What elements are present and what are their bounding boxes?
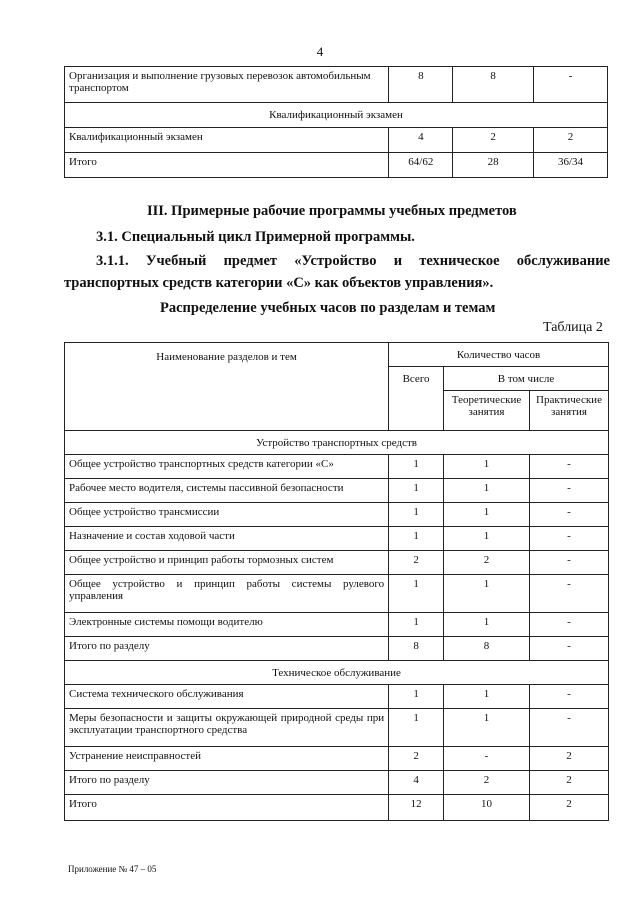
- row-total: 1: [389, 527, 444, 551]
- distribution-heading: Распределение учебных часов по разделам и темам: [160, 300, 496, 316]
- row-total: 1: [389, 503, 444, 527]
- table-row: [65, 613, 609, 637]
- table-row: [65, 747, 609, 771]
- row-total: 8: [389, 67, 453, 103]
- row-name: Назначение и состав ходовой части: [65, 527, 389, 551]
- row-total: 1: [389, 455, 444, 479]
- table-row: [65, 455, 609, 479]
- row-practice: -: [530, 685, 609, 709]
- hours-distribution-table: [64, 342, 609, 821]
- row-total: 12: [389, 795, 444, 821]
- row-practice: -: [530, 637, 609, 661]
- row-practice: -: [530, 613, 609, 637]
- row-total: 1: [389, 709, 444, 747]
- row-practice: -: [530, 709, 609, 747]
- section-title: Устройство транспортных средств: [65, 431, 609, 455]
- table-row: [65, 685, 609, 709]
- row-theory: 8: [453, 67, 534, 103]
- row-theory: 1: [444, 575, 530, 613]
- section-row: [65, 661, 609, 685]
- row-total: 1: [389, 575, 444, 613]
- table-row: [65, 551, 609, 575]
- row-name: Общее устройство трансмиссии: [65, 503, 389, 527]
- row-practice: 2: [530, 747, 609, 771]
- row-name: Итого по разделу: [65, 637, 389, 661]
- row-theory: 1: [444, 527, 530, 551]
- row-practice: 36/34: [534, 153, 608, 178]
- row-practice: -: [530, 527, 609, 551]
- row-name: Итого: [65, 795, 389, 821]
- row-practice: 2: [534, 128, 608, 153]
- row-theory: 1: [444, 455, 530, 479]
- row-practice: -: [530, 575, 609, 613]
- row-practice: 2: [530, 771, 609, 795]
- row-theory: -: [444, 747, 530, 771]
- row-name: Общее устройство и принцип работы системы рулевого управления: [65, 575, 389, 613]
- row-total: 64/62: [389, 153, 453, 178]
- table-row: [65, 153, 608, 178]
- table-row: [65, 67, 608, 103]
- row-total: 2: [389, 551, 444, 575]
- header-including: В том числе: [444, 367, 609, 391]
- header-practice: Практические занятия: [530, 391, 609, 431]
- row-name: Устранение неисправностей: [65, 747, 389, 771]
- table-row: [65, 128, 608, 153]
- chapter-heading: III. Примерные рабочие программы учебных предметов: [147, 203, 517, 219]
- row-theory: 2: [444, 771, 530, 795]
- row-practice: 2: [530, 795, 609, 821]
- row-total: 4: [389, 128, 453, 153]
- row-theory: 1: [444, 479, 530, 503]
- row-theory: 10: [444, 795, 530, 821]
- subsection-heading-line1: 3.1.1. Учебный предмет «Устройство и техническое обслуживание: [96, 253, 610, 269]
- row-practice: -: [530, 551, 609, 575]
- row-name: Общее устройство транспортных средств категории «C»: [65, 455, 389, 479]
- row-theory: 1: [444, 709, 530, 747]
- row-total: 2: [389, 747, 444, 771]
- row-practice: -: [530, 479, 609, 503]
- row-name: Рабочее место водителя, системы пассивной безопасности: [65, 479, 389, 503]
- row-total: 1: [389, 613, 444, 637]
- section-row: [65, 431, 609, 455]
- row-name: Итого: [65, 153, 389, 178]
- row-theory: 8: [444, 637, 530, 661]
- subsection-heading-line2: транспортных средств категории «C» как объектов управления».: [64, 275, 494, 291]
- row-name: Меры безопасности и защиты окружающей природной среды при эксплуатации транспортного средства: [65, 709, 389, 747]
- row-theory: 2: [453, 128, 534, 153]
- header-name: Наименование разделов и тем: [65, 343, 389, 431]
- row-total: 8: [389, 637, 444, 661]
- row-practice: -: [534, 67, 608, 103]
- section-title: Техническое обслуживание: [65, 661, 609, 685]
- row-name: Электронные системы помощи водителю: [65, 613, 389, 637]
- row-total: 1: [389, 685, 444, 709]
- section-heading: 3.1. Специальный цикл Примерной программы.: [96, 229, 415, 245]
- row-theory: 1: [444, 685, 530, 709]
- page-number: 4: [316, 44, 324, 59]
- row-theory: 1: [444, 503, 530, 527]
- table-row: [65, 503, 609, 527]
- section-title: Квалификационный экзамен: [65, 103, 608, 128]
- table-row: [65, 795, 609, 821]
- row-total: 4: [389, 771, 444, 795]
- header-row: [65, 343, 609, 367]
- table-row: [65, 771, 609, 795]
- header-hours: Количество часов: [389, 343, 609, 367]
- row-name: Общее устройство и принцип работы тормозных систем: [65, 551, 389, 575]
- row-practice: -: [530, 455, 609, 479]
- row-name: Квалификационный экзамен: [65, 128, 389, 153]
- table-row: [65, 637, 609, 661]
- table-row: [65, 575, 609, 613]
- header-total: Всего: [389, 367, 444, 431]
- table-label: Таблица 2: [543, 320, 603, 335]
- row-name: Система технического обслуживания: [65, 685, 389, 709]
- section-row: [65, 103, 608, 128]
- row-theory: 28: [453, 153, 534, 178]
- header-theory: Теоретические занятия: [444, 391, 530, 431]
- top-hours-table: [64, 66, 608, 178]
- row-theory: 1: [444, 613, 530, 637]
- row-total: 1: [389, 479, 444, 503]
- table-row: [65, 709, 609, 747]
- table-row: [65, 527, 609, 551]
- footer-annex: Приложение № 47 – 05: [68, 864, 157, 874]
- row-name: Организация и выполнение грузовых перевозок автомобильным транспортом: [65, 67, 389, 103]
- row-theory: 2: [444, 551, 530, 575]
- row-practice: -: [530, 503, 609, 527]
- table-row: [65, 479, 609, 503]
- row-name: Итого по разделу: [65, 771, 389, 795]
